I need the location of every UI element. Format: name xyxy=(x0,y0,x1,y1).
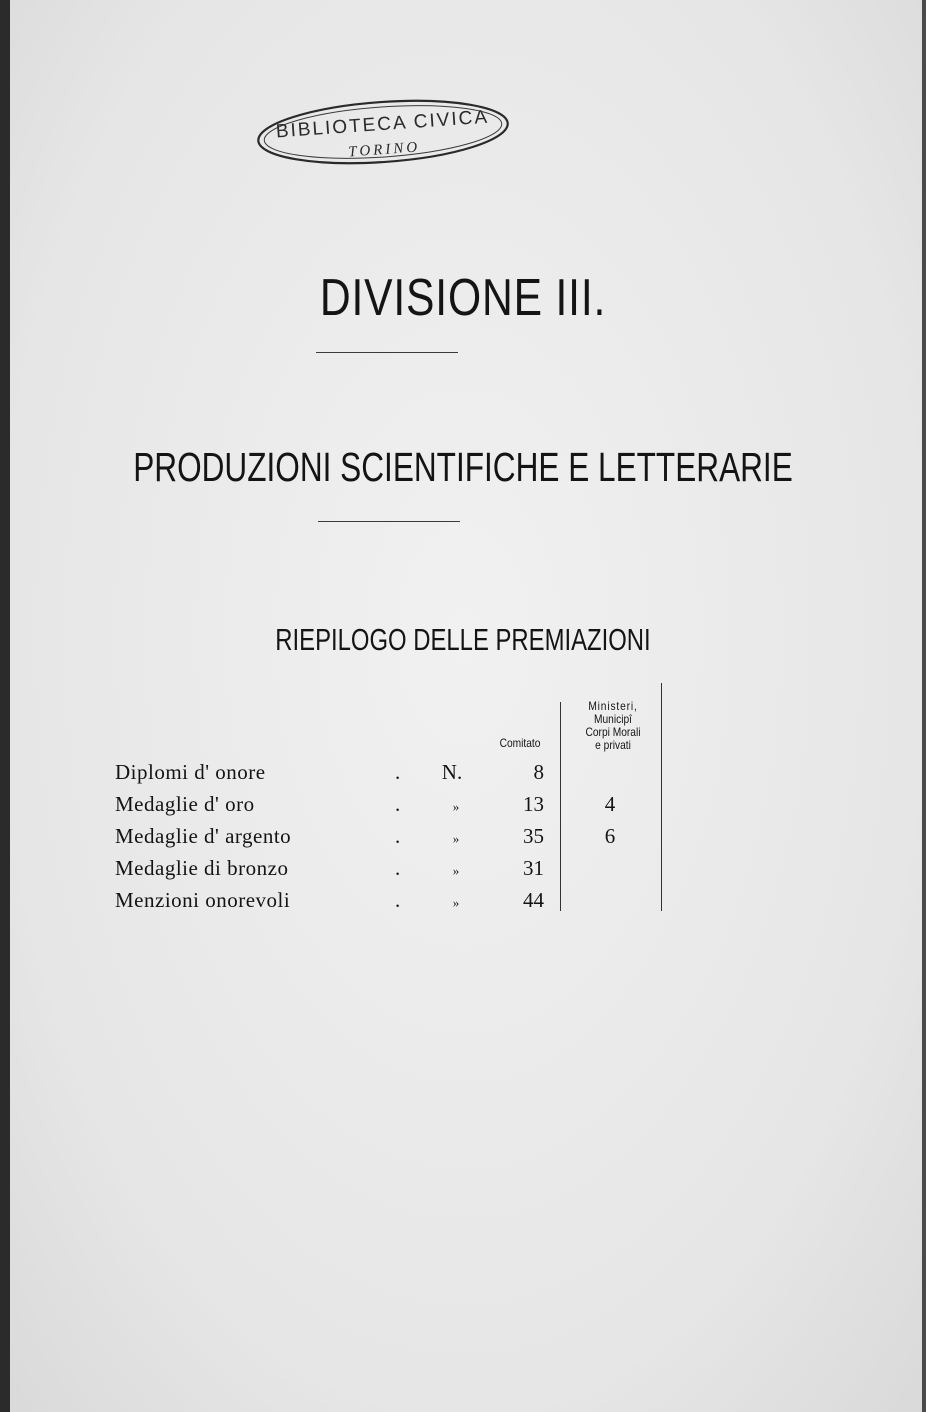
row-dot: . xyxy=(395,760,401,784)
library-stamp xyxy=(253,89,513,175)
column-header-comitato: Comitato xyxy=(499,736,541,750)
row-comitato-value: 8 xyxy=(533,760,544,784)
row-dot: . xyxy=(395,824,401,848)
page-edge-left xyxy=(0,0,10,1412)
row-dot: . xyxy=(395,792,401,816)
column-header-line: Municipî xyxy=(594,712,632,726)
stamp-top-text: BIBLIOTECA CIVICA xyxy=(275,106,490,143)
row-label: Medaglie d' argento xyxy=(115,824,292,848)
row-symbol: » xyxy=(452,863,460,878)
row-comitato-value: 44 xyxy=(523,888,544,912)
subtitle-divider xyxy=(318,521,460,522)
row-label: Medaglie d' oro xyxy=(115,792,255,816)
page-title: DIVISIONE III. xyxy=(319,269,607,327)
column-header-ministeri xyxy=(573,700,653,752)
row-label: Menzioni onorevoli xyxy=(115,888,291,912)
row-label: Medaglie di bronzo xyxy=(115,856,289,880)
column-header-line: e privati xyxy=(595,738,631,752)
table-row xyxy=(0,792,926,822)
row-comitato-value: 13 xyxy=(523,792,544,816)
row-symbol: » xyxy=(452,831,460,846)
row-comitato-value: 35 xyxy=(523,824,544,848)
row-comitato-value: 31 xyxy=(523,856,544,880)
row-ministeri-value: 6 xyxy=(604,824,616,848)
table-row xyxy=(0,760,926,790)
stamp-bottom-text: TORINO xyxy=(347,139,421,161)
row-dot: . xyxy=(395,888,401,912)
row-ministeri-value: 4 xyxy=(604,792,616,816)
table-row xyxy=(0,856,926,886)
row-symbol: » xyxy=(452,895,460,910)
column-header-line: Corpi Morali xyxy=(585,725,641,739)
section-heading: RIEPILOGO DELLE PREMIAZIONI xyxy=(275,622,651,657)
row-symbol: N. xyxy=(441,760,463,784)
table-row xyxy=(0,888,926,918)
row-symbol: » xyxy=(452,799,460,814)
row-label: Diplomi d' onore xyxy=(115,760,266,784)
title-divider xyxy=(316,352,458,353)
row-dot: . xyxy=(395,856,401,880)
page-subtitle: PRODUZIONI SCIENTIFICHE E LETTERARIE xyxy=(133,444,793,490)
page-edge-right xyxy=(922,0,926,1412)
column-header-line: Ministeri, xyxy=(588,699,638,713)
table-row xyxy=(0,824,926,854)
